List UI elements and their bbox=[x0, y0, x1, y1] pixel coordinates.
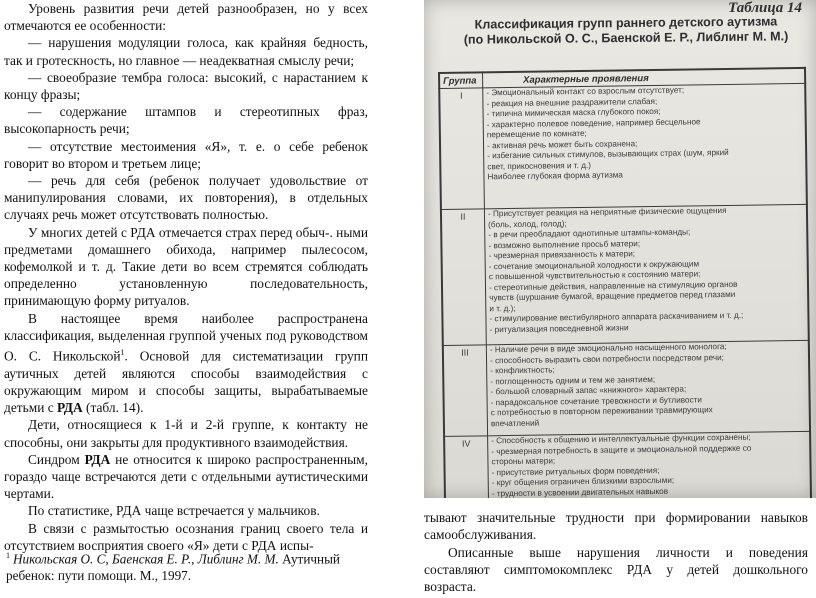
table-list-item: - Эмоциональный контакт со взрослым отсутствует; bbox=[486, 85, 685, 98]
table-list-item: - избегание сильных стимулов, вызывающих страх (шум, яркий bbox=[487, 148, 729, 161]
list-item-self-speech: — речь для себя (ребенок получает удовольствие от манипулирования словами, их повторения), в отдельных случаях речь может отсутствовать полностью. bbox=[4, 173, 368, 223]
table-list-item: - сочетание эмоциональной холодности к окружающим bbox=[488, 259, 700, 272]
table-list-item: - Наличие речи в виде эмоционально насыщенного монолога; bbox=[489, 341, 727, 355]
table-row bbox=[439, 83, 807, 209]
syndrome-text-2: не относится к широко распространенным, гораздо чаще встречаются дети с отдельными аутистическими чертами. bbox=[4, 451, 368, 502]
table-list-item: - конфликтность; bbox=[490, 365, 555, 376]
description-cell bbox=[486, 340, 810, 435]
paragraph-groups: Дети, относящиеся к 1-й и 2-й группе, к контакту не способны, они закрыты для продуктивного взаимодействия. bbox=[4, 417, 368, 450]
table-row bbox=[444, 431, 811, 498]
table-list-item: - присутствие ритуальных форм поведения; bbox=[491, 465, 660, 477]
table-list-item: - чрезмерная потребность в защите и эмоциональной поддержке со bbox=[491, 443, 752, 456]
list-item-pronoun: — отсутствие местоимения «Я», т. е. о себе ребенок говорит во втором и третьем лице; bbox=[4, 138, 368, 171]
table-list-item: - трудности в усвоении двигательных навыков bbox=[491, 486, 669, 498]
table-list-item: - стимулирование вестибулярного аппарата раскачиванием и т. д.; bbox=[489, 311, 744, 324]
description-cell bbox=[483, 83, 807, 208]
footnote bbox=[6, 548, 370, 584]
table-list-item: (боль, холод, голод); bbox=[488, 218, 567, 229]
table-list-item: - поглощенность одним и тем же занятием; bbox=[490, 374, 656, 386]
table-list-item: - способность выразить свои потребности посредством речи; bbox=[489, 352, 724, 365]
table-list-item: - ритуализация повседневной жизни bbox=[489, 323, 629, 335]
table-list-item: впечатлений bbox=[490, 418, 540, 429]
description-cell bbox=[488, 431, 812, 498]
group-cell: I bbox=[439, 88, 484, 210]
table-list-item: - активная речь может быть сохранена; bbox=[486, 138, 638, 151]
table-list-item: Наиболее глубокая форма аутизма bbox=[487, 170, 623, 182]
list-item-timbre: — своеобразие тембра голоса: высокий, с нарастанием к концу фразы; bbox=[4, 69, 368, 103]
table-list-item: - стереотипные действия, направленные на стимуляцию органов bbox=[488, 279, 738, 293]
paragraph-stats: По статистике, РДА чаще встречается у мальчиков. bbox=[28, 503, 320, 519]
group-cell: II bbox=[441, 209, 486, 346]
table-list-item: - чрезмерная привязанность к матери; bbox=[488, 249, 636, 261]
list-item-stamps: — содержание штампов и стереотипных фраз, высокопарность речи; bbox=[4, 104, 368, 137]
header-description: Характерные проявления bbox=[483, 68, 806, 88]
table-list-item: - возможно выполнение просьб матери; bbox=[488, 238, 641, 250]
table-row bbox=[443, 340, 810, 436]
table-title-line-1: Классификация групп раннего детского аутизма bbox=[474, 14, 778, 32]
footnote-number: 1 bbox=[6, 551, 10, 560]
paragraph-summary: Описанные выше нарушения личности и поведения составляют симптомокомплекс РДА у детей дошкольного возраста. bbox=[424, 544, 808, 595]
paragraph-syndrome bbox=[4, 451, 368, 503]
table-body bbox=[439, 83, 811, 498]
table-list-item: с повышенной чувствительностью к состоянию матери; bbox=[488, 269, 701, 282]
table-list-item: - в речи преобладают однотипные штампы-команды; bbox=[488, 227, 691, 240]
header-group: Группа bbox=[439, 72, 483, 88]
table-list-item: - типична мимическая маска глубокого покоя; bbox=[486, 106, 661, 119]
table-number-label: Таблица 14 bbox=[728, 0, 802, 16]
group-cell: IV bbox=[444, 436, 489, 498]
table-list-item: стороны матери; bbox=[491, 456, 556, 467]
table-list-item: чувств (шуршание бумагой, вращение предметов перед глазами bbox=[489, 290, 736, 303]
table-list-item: перемещение по комнате; bbox=[486, 129, 587, 140]
table-list-item: - характерно полевое поведение, например бесцельное bbox=[486, 116, 701, 129]
footnote-authors: Никольская О. С, Баенская Е. Р., Либлинг М. М. bbox=[13, 551, 279, 567]
footnote-reference: Аутичный ребенок: пути помощи. М., 1997. bbox=[6, 551, 340, 583]
table-list-item: - большой словарный запас «книжного» характера; bbox=[490, 384, 687, 397]
rda-bold: РДА bbox=[84, 451, 111, 467]
table-list-item: и т. д.); bbox=[489, 303, 516, 314]
rda-bold: РДА bbox=[57, 400, 83, 416]
table-list-item: - Присутствует реакция на неприятные физические ощущения bbox=[487, 205, 727, 219]
classification-text-2: . Основой для систематизации групп аутичных детей являются способы взаимодействия с окружающим миром и способы защиты, вырабатываемые детьми с bbox=[4, 348, 369, 416]
table-list-item: свет, прикосновения и т. д.) bbox=[487, 160, 592, 172]
table-title-line-2: (по Никольской О. С., Баенской Е. Р., Либлинг М. М.) bbox=[463, 29, 789, 47]
paragraph-body-boundaries: В связи с размытостью осознания границ своего тела и отсутствием восприятия своего «Я» дети с РДА испы- bbox=[4, 520, 368, 553]
table-title bbox=[438, 14, 814, 48]
classification-text-1: В настоящее время наиболее распространена классификация, выделенная группой ученых под руководством О. С. Никольской bbox=[4, 310, 368, 364]
left-text-column bbox=[4, 0, 368, 554]
table-list-item: с потребностью в повторном переживании травмирующих bbox=[490, 405, 713, 418]
list-item-modulation: — нарушения модуляции голоса, как крайняя бедность, так и гротескность, но главное — неадекватная смыслу речи; bbox=[4, 35, 368, 68]
autism-classification-table bbox=[438, 67, 812, 498]
paragraph-classification bbox=[4, 310, 368, 417]
classification-text-3: (табл. 14). bbox=[82, 400, 144, 416]
table-list-item: - парадоксальное сочетание тревожности и бутливости bbox=[490, 395, 703, 408]
table-list-item: - круг общения ограничен близкими взрослыми; bbox=[491, 475, 675, 488]
paragraph-continuation: тывают значительные трудности при формировании навыков самообслуживания. bbox=[424, 510, 808, 543]
description-cell bbox=[484, 204, 808, 344]
syndrome-text-1: Синдром bbox=[28, 451, 85, 467]
paragraph-speech-intro: Уровень развития речи детей разнообразен, но у всех отмечаются ее особенности: bbox=[4, 1, 368, 34]
table-row bbox=[441, 204, 809, 345]
group-cell: III bbox=[443, 345, 488, 437]
table-list-item: - реакция на внешние раздражители слабая; bbox=[486, 96, 658, 108]
right-text-column bbox=[424, 509, 808, 595]
table-list-item: - Способность к общению и интеллектуальные функции сохранены; bbox=[491, 432, 751, 446]
table-photo bbox=[424, 0, 816, 498]
footnote-marker: 1 bbox=[120, 348, 125, 358]
paragraph-fears: У многих детей с РДА отмечается страх перед обыч-. ными предметами домашнего обихода, например пылесосом, кофемолкой и т. д. Такие дети во всем стремятся соблюдать определенно установленную последовательность, принимающую форму ритуалов. bbox=[4, 224, 368, 309]
